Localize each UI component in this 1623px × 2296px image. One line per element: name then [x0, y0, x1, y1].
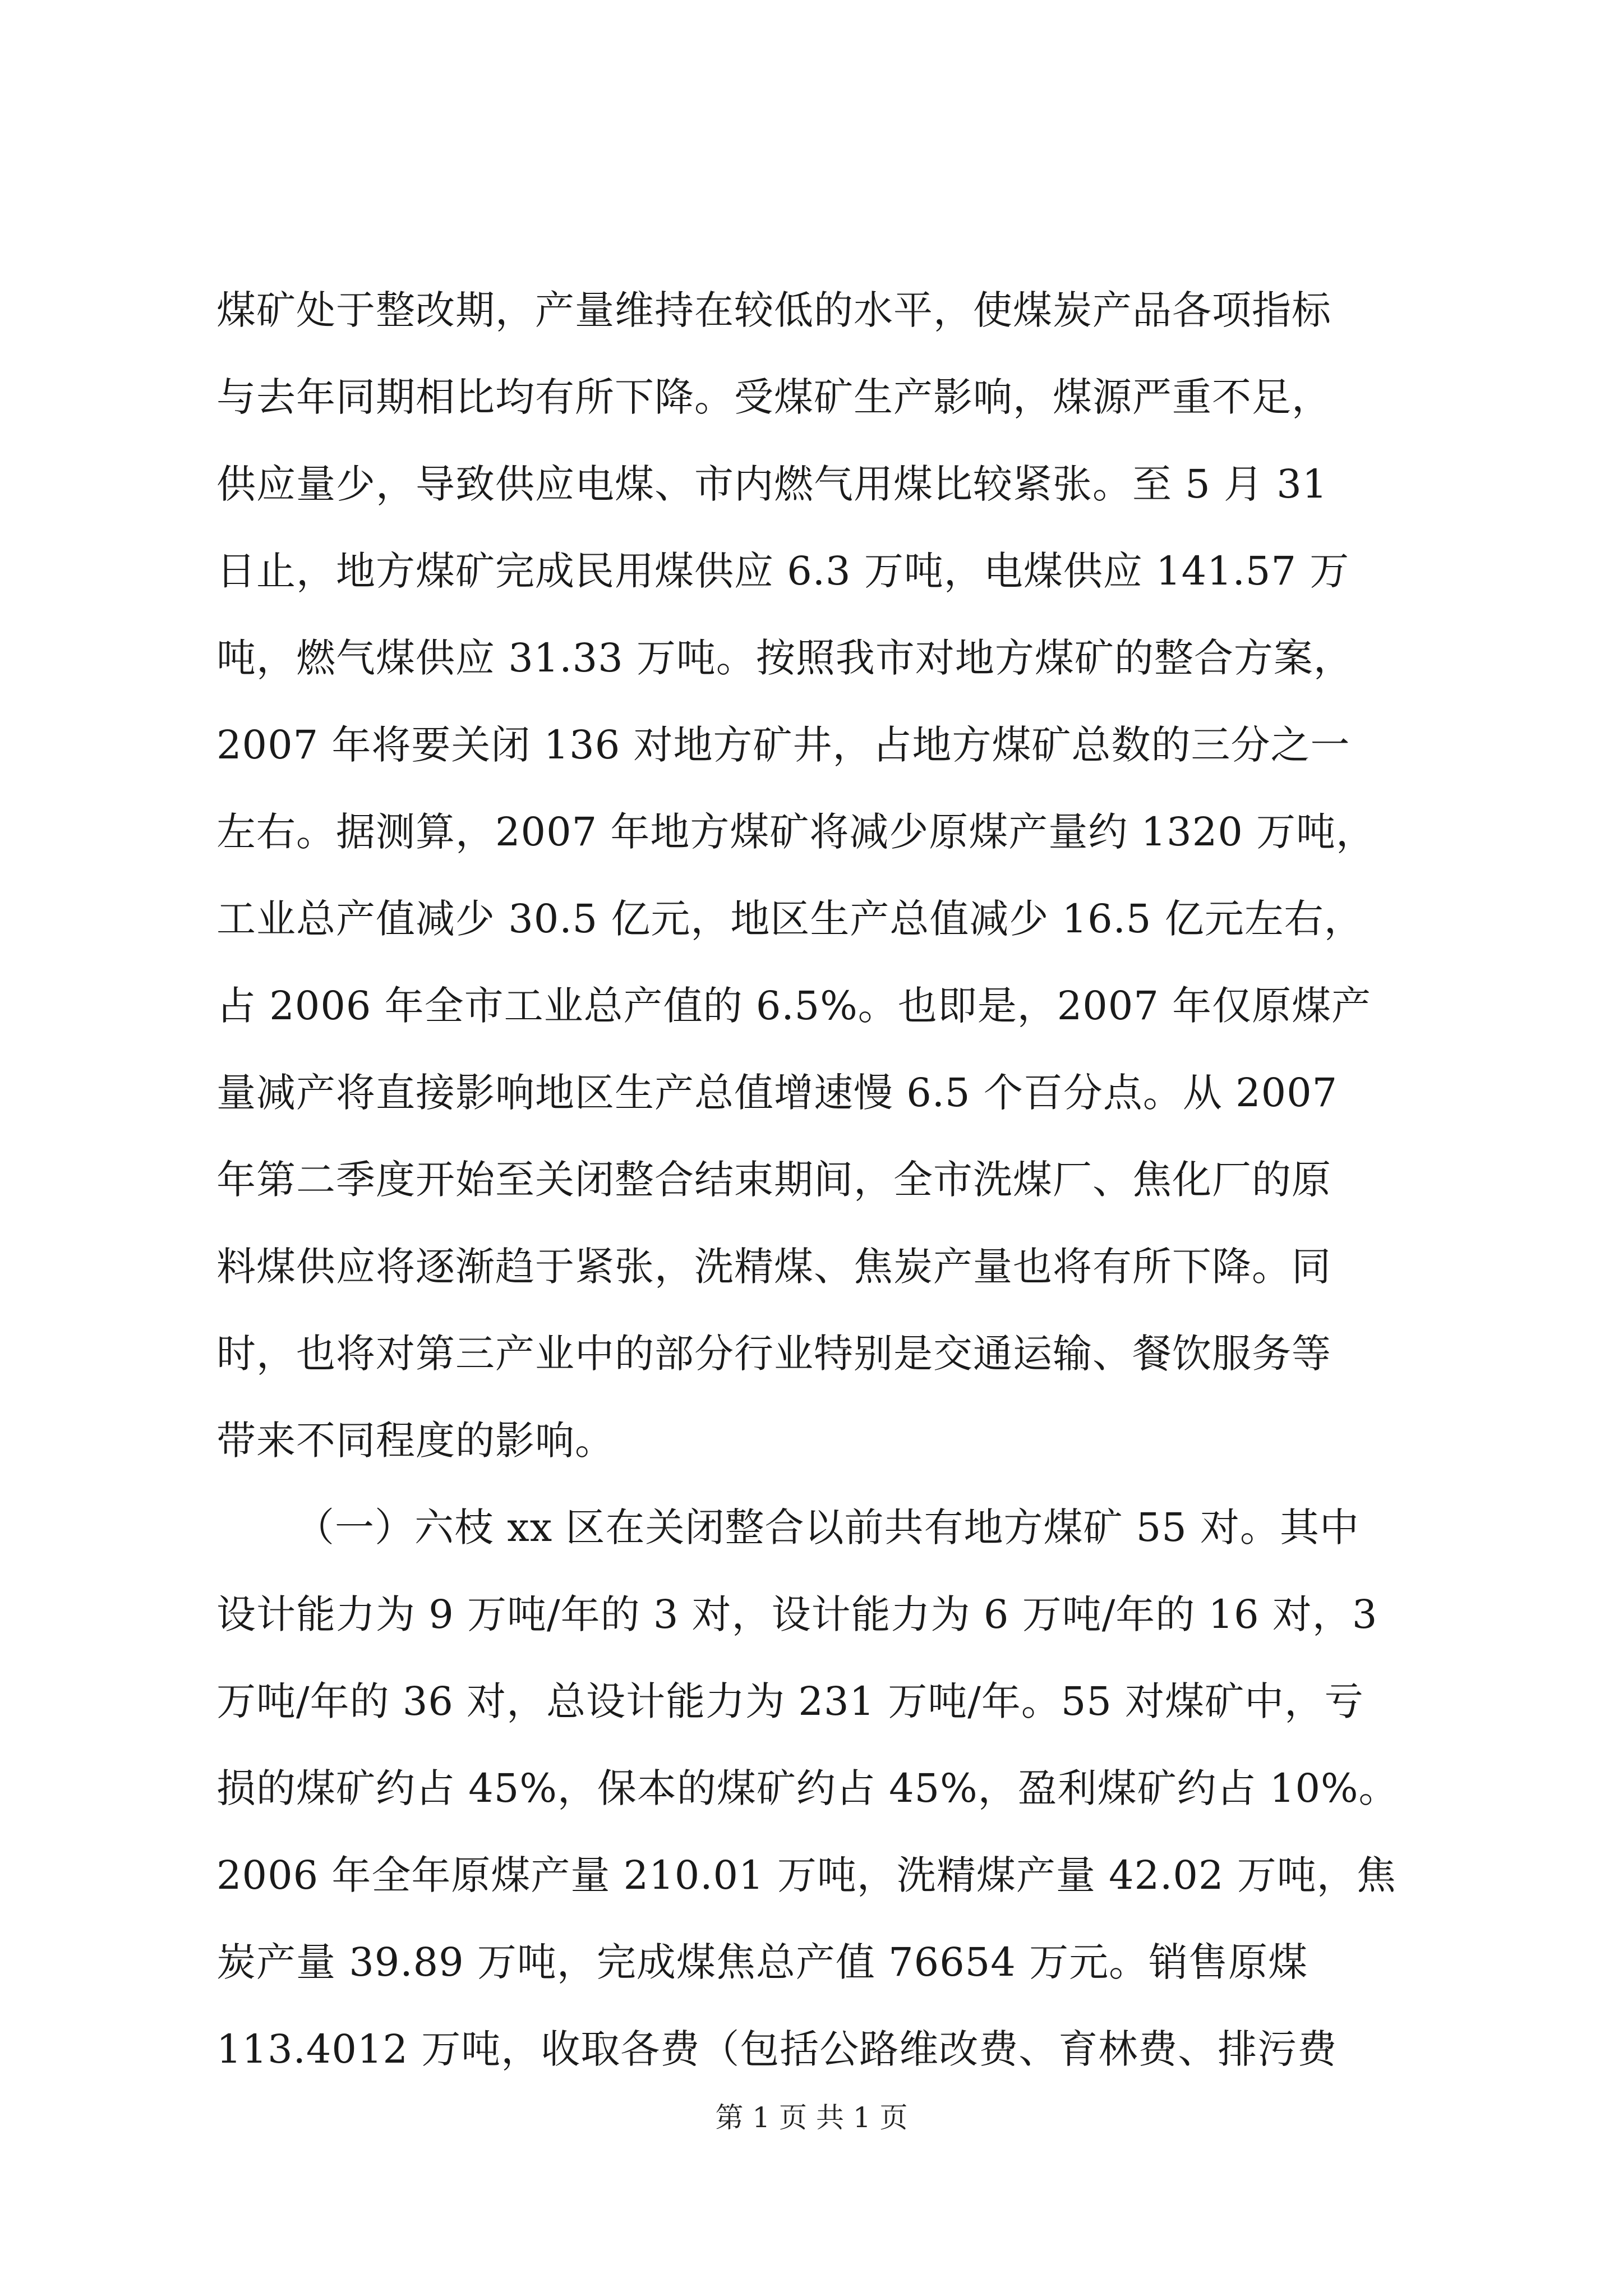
text-line: 113.4012 万吨，收取各费（包括公路维改费、育林费、排污费	[216, 2026, 1338, 2072]
text-line: 时，也将对第三产业中的部分行业特别是交通运输、餐饮服务等	[216, 1331, 1331, 1377]
text-line: 万吨/年的 36 对，总设计能力为 231 万吨/年。55 对煤矿中，亏	[216, 1678, 1364, 1724]
body-text	[216, 267, 1473, 2093]
text-line: 日止，地方煤矿完成民用煤供应 6.3 万吨，电煤供应 141.57 万	[216, 548, 1350, 594]
paragraph-start-line: （一）六枝 xx 区在关闭整合以前共有地方煤矿 55 对。其中	[295, 1504, 1360, 1550]
text-line: 占 2006 年全市工业总产值的 6.5%。也即是，2007 年仅原煤产	[216, 983, 1372, 1029]
text-line: 带来不同程度的影响。	[216, 1418, 615, 1464]
text-line: 量减产将直接影响地区生产总值增速慢 6.5 个百分点。从 2007	[216, 1070, 1338, 1116]
text-line: 设计能力为 9 万吨/年的 3 对，设计能力为 6 万吨/年的 16 对，3	[216, 1591, 1378, 1637]
text-line: 煤矿处于整改期，产量维持在较低的水平，使煤炭产品各项指标	[216, 287, 1331, 333]
text-line: 2006 年全年原煤产量 210.01 万吨，洗精煤产量 42.02 万吨，焦	[216, 1852, 1396, 1898]
text-line: 年第二季度开始至关闭整合结束期间，全市洗煤厂、焦化厂的原	[216, 1157, 1331, 1203]
text-line: 吨，燃气煤供应 31.33 万吨。按照我市对地方煤矿的整合方案，	[216, 635, 1353, 681]
text-line: 左右。据测算，2007 年地方煤矿将减少原煤产量约 1320 万吨，	[216, 809, 1376, 855]
text-line: 损的煤矿约占 45%，保本的煤矿约占 45%，盈利煤矿约占 10%。	[216, 1765, 1399, 1811]
text-line: 工业总产值减少 30.5 亿元，地区生产总值减少 16.5 亿元左右，	[216, 896, 1364, 942]
text-line: 与去年同期相比均有所下降。受煤矿生产影响，煤源严重不足，	[216, 374, 1331, 420]
text-line: 料煤供应将逐渐趋于紧张，洗精煤、焦炭产量也将有所下降。同	[216, 1244, 1331, 1290]
text-line: 2007 年将要关闭 136 对地方矿井，占地方煤矿总数的三分之一	[216, 722, 1350, 768]
page-footer: 第 1 页 共 1 页	[715, 2101, 908, 2134]
text-line: 供应量少，导致供应电煤、市内燃气用煤比较紧张。至 5 月 31	[216, 461, 1328, 507]
text-line: 炭产量 39.89 万吨，完成煤焦总产值 76654 万元。销售原煤	[216, 1939, 1308, 1985]
